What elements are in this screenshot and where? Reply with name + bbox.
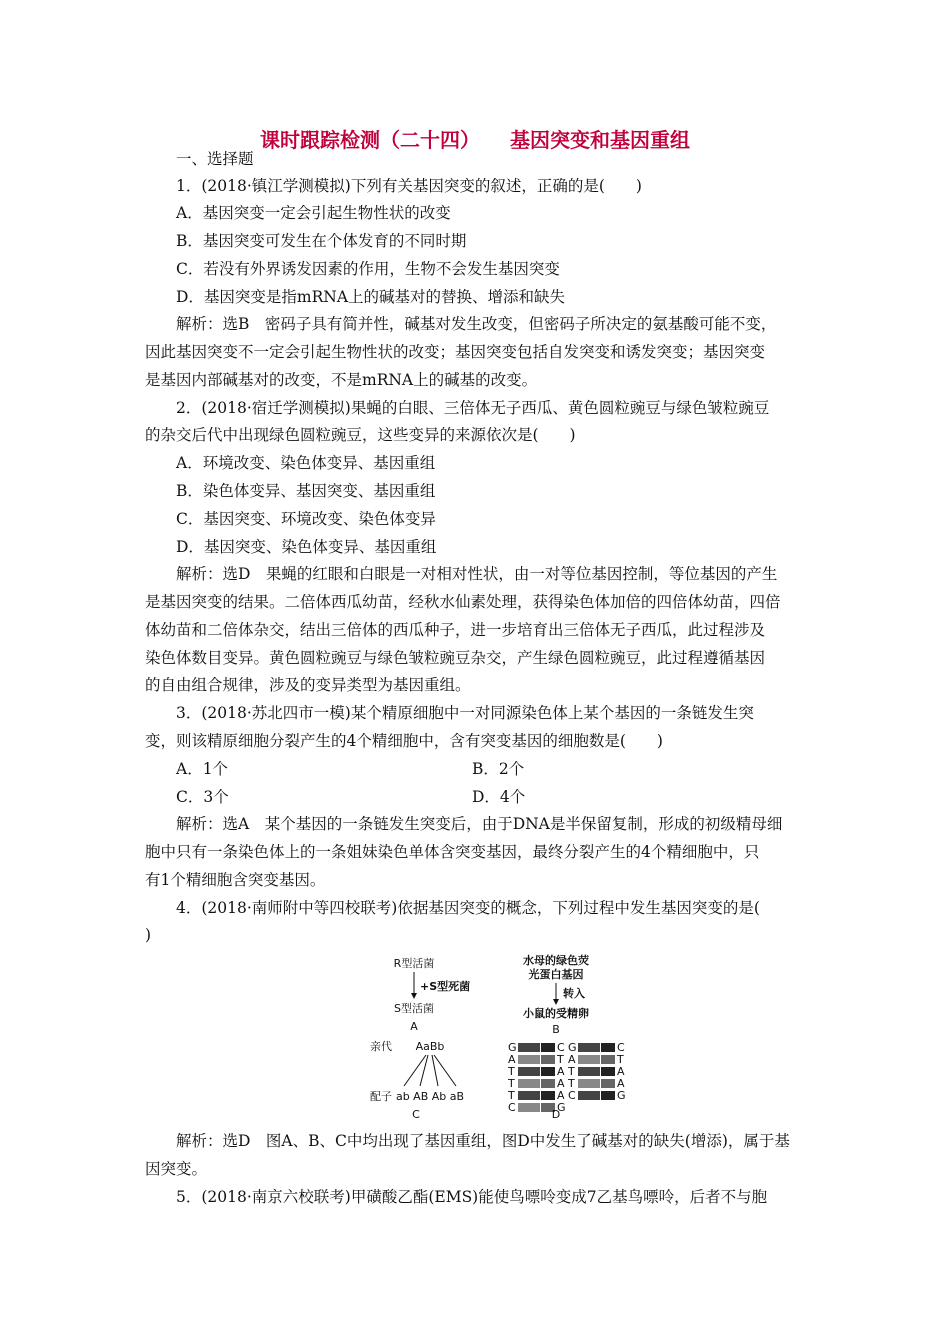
dna-base-label: T: [508, 1065, 515, 1078]
q1-analysis-line: 是基因内部碱基对的改变，不是mRNA上的碱基的改变。: [145, 371, 538, 389]
dna-base-label: T: [568, 1065, 575, 1078]
fig-a-bottom: S型活菌: [394, 1002, 434, 1015]
dna-base-block: [518, 1067, 540, 1076]
fig-b-top-2: 光蛋白基因: [528, 968, 584, 981]
dna-base-block: [541, 1043, 555, 1052]
dna-base-label: A: [568, 1053, 576, 1066]
q2-analysis-line: 的自由组合规律，涉及的变异类型为基因重组。: [145, 676, 471, 694]
fig-a-label: A: [410, 1020, 418, 1033]
q4-analysis-line: 因突变。: [145, 1160, 208, 1178]
dna-base-block: [518, 1091, 540, 1100]
dna-base-block: [541, 1055, 555, 1064]
dna-base-label: A: [557, 1077, 565, 1090]
q3-analysis-line: 解析：选A 某个基因的一条链发生突变后，由于DNA是半保留复制，形成的初级精母细: [176, 815, 783, 833]
dna-base-block: [578, 1055, 600, 1064]
dna-base-label: T: [508, 1089, 515, 1102]
page-title: [0, 124, 950, 153]
dna-base-label: C: [508, 1101, 516, 1114]
q3-analysis-line: 胞中只有一条染色体上的一条姐妹染色单体含突变基因，最终分裂产生的4个精细胞中，只: [145, 843, 760, 861]
fig-a-arrow-label: +S型死菌: [420, 980, 471, 993]
question-3-stem: 变，则该精原细胞分裂产生的4个精细胞中，含有突变基因的细胞数是( ): [145, 732, 663, 750]
dna-base-block: [601, 1055, 615, 1064]
q2-option-d: D．基因突变、染色体变异、基因重组: [176, 538, 437, 556]
dna-base-block: [518, 1079, 540, 1088]
dna-base-block: [541, 1091, 555, 1100]
dna-base-block: [541, 1067, 555, 1076]
section-heading: 一、选择题: [176, 150, 254, 168]
dna-base-label: A: [617, 1065, 625, 1078]
question-2-stem: 的杂交后代中出现绿色圆粒豌豆，这些变异的来源依次是( ): [145, 426, 576, 444]
q3-analysis-line: 有1个精细胞含突变基因。: [145, 871, 326, 889]
fig-d-label: D: [551, 1108, 561, 1121]
q4-analysis-line: 解析：选D 图A、B、C中均出现了基因重组，图D中发生了碱基对的缺失(增添)，属于基: [176, 1132, 790, 1150]
q2-analysis-line: 是基因突变的结果。二倍体西瓜幼苗，经秋水仙素处理，获得染色体加倍的四倍体幼苗，四倍: [145, 593, 781, 611]
fig-c-parent-label: 亲代: [370, 1040, 392, 1053]
dna-base-block: [601, 1067, 615, 1076]
dna-base-block: [578, 1091, 600, 1100]
dna-base-label: C: [617, 1041, 625, 1054]
dna-base-label: A: [557, 1089, 565, 1102]
q3-option-c: C．3个: [176, 788, 229, 806]
question-2-stem: 2．(2018·宿迁学测模拟)果蝇的白眼、三倍体无子西瓜、黄色圆粒豌豆与绿色皱粒豌豆: [176, 399, 770, 417]
dna-base-label: G: [508, 1041, 517, 1054]
dna-base-block: [601, 1043, 615, 1052]
dna-base-label: T: [617, 1053, 624, 1066]
dna-base-block: [578, 1079, 600, 1088]
question-5-stem: 5．(2018·南京六校联考)甲磺酸乙酯(EMS)能使鸟嘌呤变成7乙基鸟嘌呤，后者不与胞: [176, 1188, 768, 1206]
dna-base-label: A: [617, 1077, 625, 1090]
fig-c-gamete-label: 配子: [370, 1090, 392, 1103]
q1-analysis-line: 因此基因突变不一定会引起生物性状的改变；基因突变包括自发突变和诱发突变；基因突变: [145, 343, 766, 361]
q2-option-b: B．染色体变异、基因突变、基因重组: [176, 482, 436, 500]
q1-option-a: A．基因突变一定会引起生物性状的改变: [176, 204, 451, 222]
dna-base-label: C: [557, 1041, 565, 1054]
fig-d-dna-strands: [507, 1041, 626, 1114]
q1-analysis-line: 解析：选B 密码子具有简并性，碱基对发生改变，但密码子所决定的氨基酸可能不变，: [176, 315, 777, 333]
dna-base-block: [518, 1043, 540, 1052]
q1-option-c: C．若没有外界诱发因素的作用，生物不会发生基因突变: [176, 260, 560, 278]
dna-base-block: [601, 1079, 615, 1088]
q2-option-c: C．基因突变、环境改变、染色体变异: [176, 510, 436, 528]
question-1-stem: 1．(2018·镇江学测模拟)下列有关基因突变的叙述，正确的是( ): [176, 177, 642, 195]
q1-option-b: B．基因突变可发生在个体发育的不同时期: [176, 232, 467, 250]
q2-option-a: A．环境改变、染色体变异、基因重组: [176, 454, 436, 472]
dna-base-block: [578, 1043, 600, 1052]
title-left: 课时跟踪检测（二十四）: [260, 128, 480, 152]
fig-c-parent: AaBb: [415, 1040, 445, 1053]
dna-base-block: [578, 1067, 600, 1076]
question-3-stem: 3．(2018·苏北四市一模)某个精原细胞中一对同源染色体上某个基因的一条链发生突: [176, 704, 754, 722]
q1-option-d: D．基因突变是指mRNA上的碱基对的替换、增添和缺失: [176, 288, 566, 306]
dna-base-label: T: [508, 1077, 515, 1090]
q3-option-a: A．1个: [176, 760, 229, 778]
dna-base-block: [518, 1055, 540, 1064]
q2-analysis-line: 染色体数目变异。黄色圆粒豌豆与绿色皱粒豌豆杂交，产生绿色圆粒豌豆，此过程遵循基因: [145, 649, 766, 667]
q2-analysis-line: 体幼苗和二倍体杂交，结出三倍体的西瓜种子，进一步培育出三倍体无子西瓜，此过程涉及: [145, 621, 766, 639]
fig-b-bottom: 小鼠的受精卵: [523, 1007, 589, 1020]
dna-base-label: T: [568, 1077, 575, 1090]
dna-base-block: [518, 1103, 540, 1112]
fig-b-top-1: 水母的绿色荧: [523, 954, 589, 967]
fig-c-gametes: ab AB Ab aB: [395, 1090, 465, 1103]
dna-base-block: [601, 1091, 615, 1100]
fig-b-label: B: [552, 1023, 560, 1036]
dna-base-label: G: [617, 1089, 626, 1102]
dna-base-label: G: [568, 1041, 577, 1054]
dna-base-label: T: [557, 1053, 564, 1066]
figure-mutation-diagrams: [356, 950, 656, 1125]
title-right: 基因突变和基因重组: [510, 128, 690, 152]
q3-option-d: D．4个: [472, 788, 526, 806]
q3-option-b: B．2个: [472, 760, 525, 778]
dna-base-label: G: [557, 1101, 566, 1114]
fig-a-top: R型活菌: [393, 957, 435, 970]
fig-c-label: C: [412, 1108, 420, 1121]
question-4-stem: ): [145, 926, 152, 944]
dna-base-label: A: [508, 1053, 516, 1066]
dna-base-block: [541, 1079, 555, 1088]
q2-analysis-line: 解析：选D 果蝇的红眼和白眼是一对相对性状，由一对等位基因控制，等位基因的产生: [176, 565, 778, 583]
fig-b-arrow-label: 转入: [563, 987, 585, 1000]
dna-base-label: C: [568, 1089, 576, 1102]
dna-base-label: A: [557, 1065, 565, 1078]
figure-svg: [356, 950, 656, 1125]
question-4-stem: 4．(2018·南师附中等四校联考)依据基因突变的概念，下列过程中发生基因突变的是(: [176, 899, 760, 917]
